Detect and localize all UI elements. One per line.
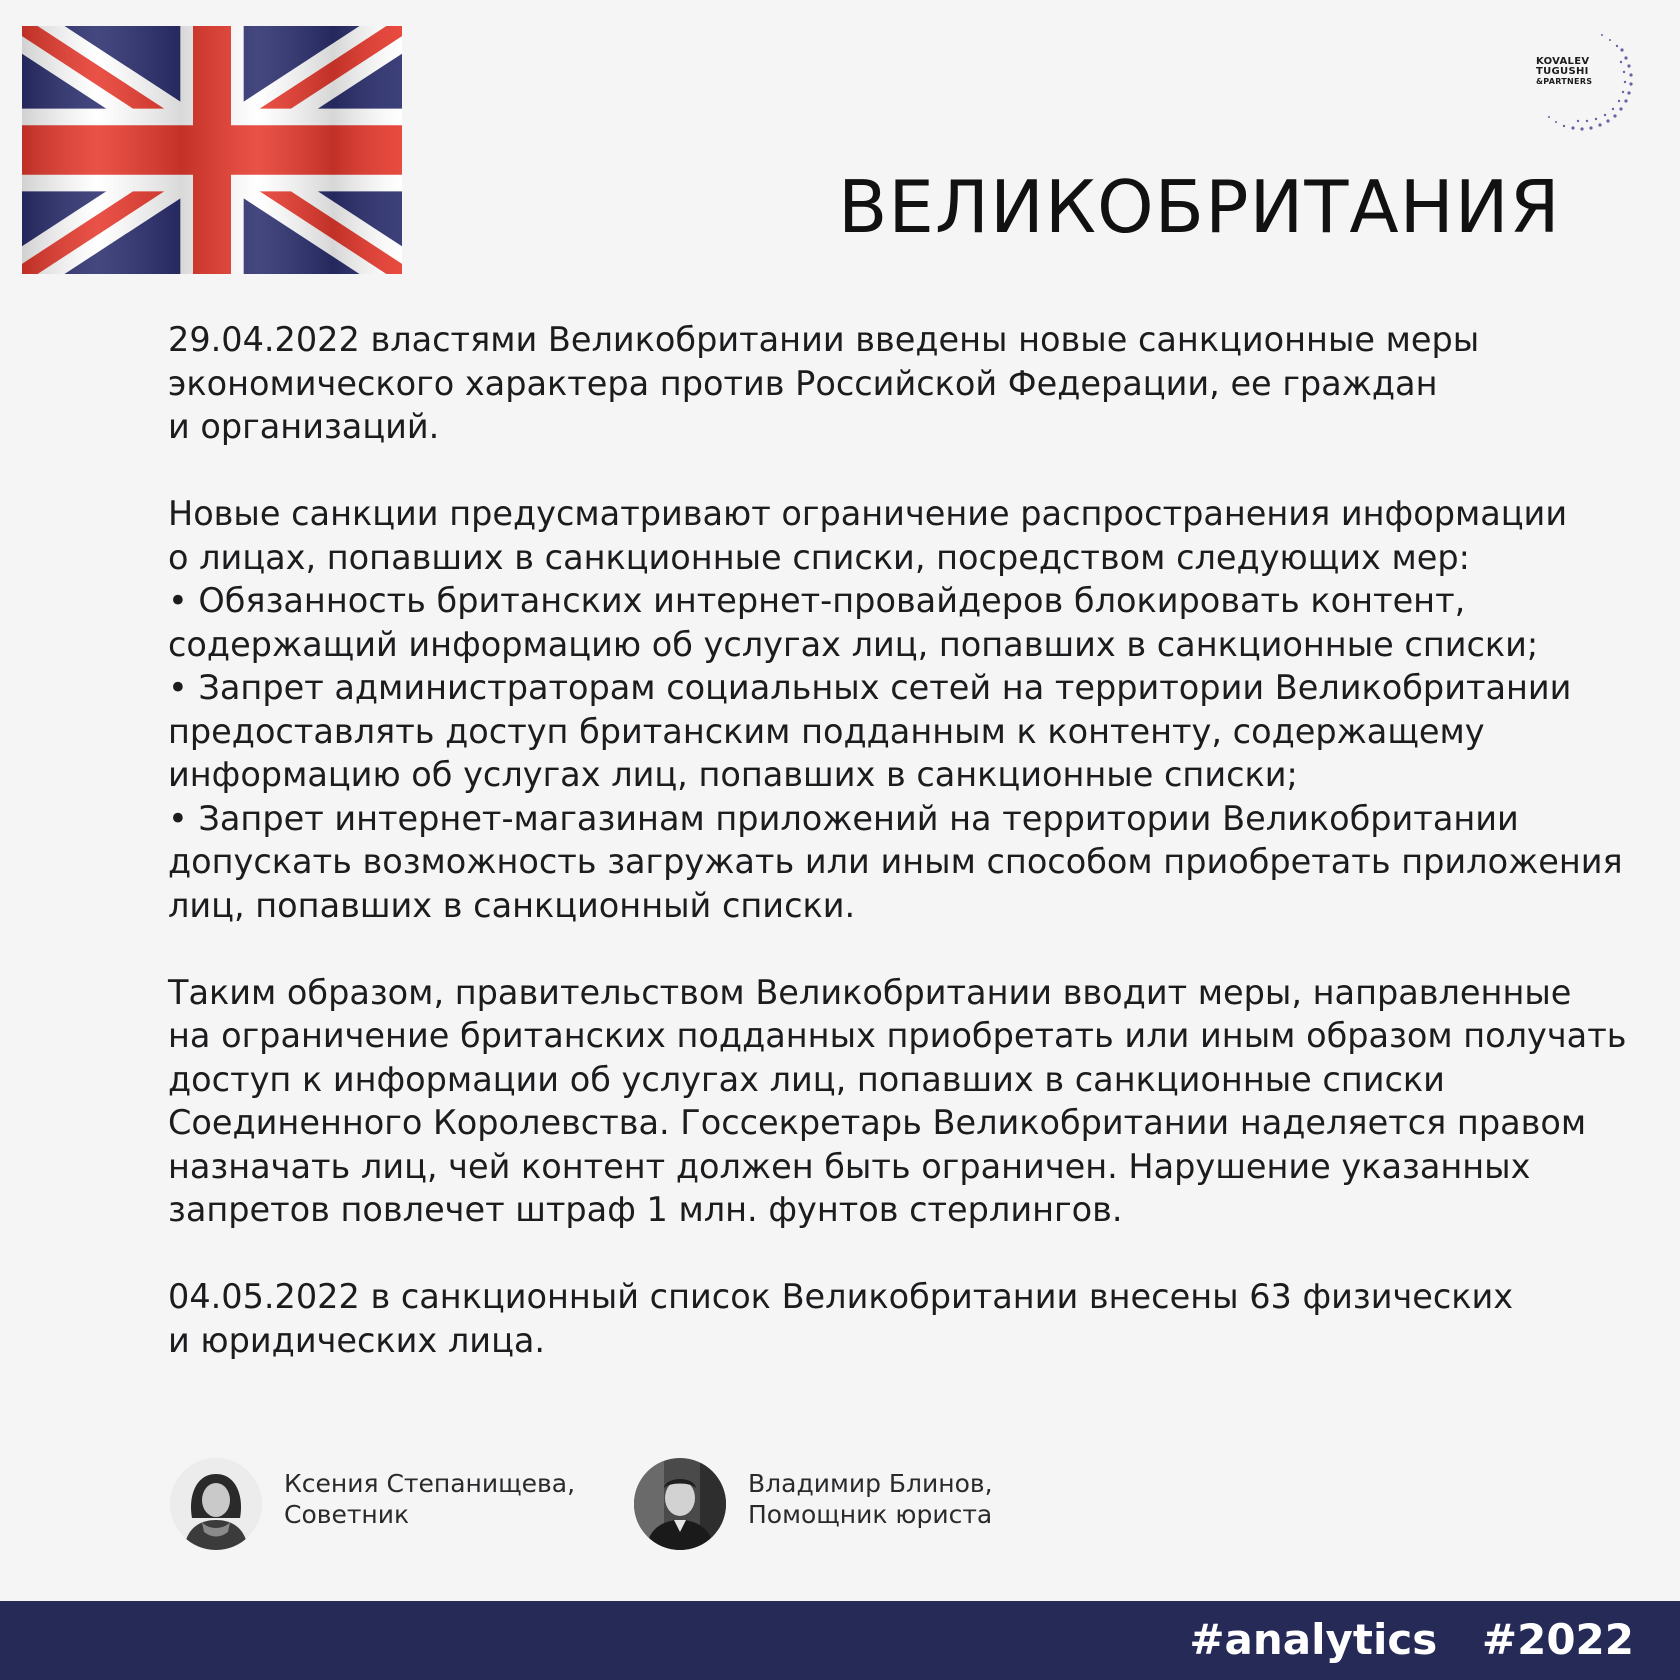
authors [170, 1458, 1070, 1558]
author-role: Помощник юриста [748, 1500, 993, 1529]
text-line: и юридических лица. [168, 1320, 546, 1360]
author-name: Ксения Степанищева, [284, 1469, 576, 1498]
paragraph [168, 1275, 1648, 1362]
author-photo-icon [170, 1458, 262, 1550]
text-line: допускать возможность загружать или иным способом приобретать приложения [168, 842, 1623, 881]
text-line: • Обязанность британских интернет-провайдеров блокировать контент, [168, 581, 1466, 620]
text-line: на ограничение британских подданных приобретать или иным образом получать [168, 1016, 1627, 1055]
hashtag[interactable]: #2022 [1481, 1615, 1634, 1664]
paragraph [168, 318, 1648, 449]
footer-bar [0, 1601, 1680, 1680]
text-line: содержащий информацию об услугах лиц, попавших в санкционные списки; [168, 624, 1539, 664]
hashtags [1159, 1613, 1634, 1667]
text-line: и организаций. [168, 407, 440, 446]
page-title: ВЕЛИКОБРИТАНИЯ [838, 165, 1561, 249]
hashtag[interactable]: #analytics [1189, 1615, 1438, 1664]
text-line: Соединенного Королевства. Госсекретарь Великобритании наделяется правом [168, 1103, 1587, 1142]
logo-line: TUGUSHI [1536, 66, 1589, 77]
author-photo-icon [634, 1458, 726, 1550]
text-line: доступ к информации об услугах лиц, попавших в санкционные списки [168, 1059, 1445, 1099]
paragraph [168, 492, 1648, 927]
text-line: экономического характера против Российской Федерации, ее граждан [168, 363, 1438, 403]
text-line: лиц, попавших в санкционный списки. [168, 885, 856, 925]
author-name: Владимир Блинов, [748, 1469, 993, 1498]
firm-logo [1536, 57, 1606, 86]
text-line: 04.05.2022 в санкционный список Великобритании внесены 63 физических [168, 1277, 1514, 1316]
logo-line: KOVALEV [1536, 56, 1590, 67]
text-line: • Запрет администраторам социальных сетей на территории Великобритании [168, 668, 1572, 707]
text-line: Новые санкции предусматривают ограничение распространения информации [168, 494, 1568, 533]
text-line: Таким образом, правительством Великобритании вводит меры, направленные [168, 972, 1572, 1012]
paragraph [168, 971, 1648, 1232]
logo-line: &PARTNERS [1536, 77, 1593, 86]
text-line: • Запрет интернет-магазинам приложений на территории Великобритании [168, 798, 1519, 838]
text-line: информацию об услугах лиц, попавших в санкционные списки; [168, 755, 1298, 794]
text-line: назначать лиц, чей контент должен быть ограничен. Нарушение указанных [168, 1146, 1531, 1186]
text-line: о лицах, попавших в санкционные списки, посредством следующих мер: [168, 537, 1470, 577]
uk-flag-icon [22, 26, 402, 274]
text-line: 29.04.2022 властями Великобритании введены новые санкционные меры [168, 320, 1480, 359]
text-line: запретов повлечет штраф 1 млн. фунтов стерлингов. [168, 1190, 1123, 1229]
text-line: предоставлять доступ британским подданным к контенту, содержащему [168, 711, 1485, 751]
author-role: Советник [284, 1500, 410, 1529]
article-body [168, 318, 1648, 1406]
